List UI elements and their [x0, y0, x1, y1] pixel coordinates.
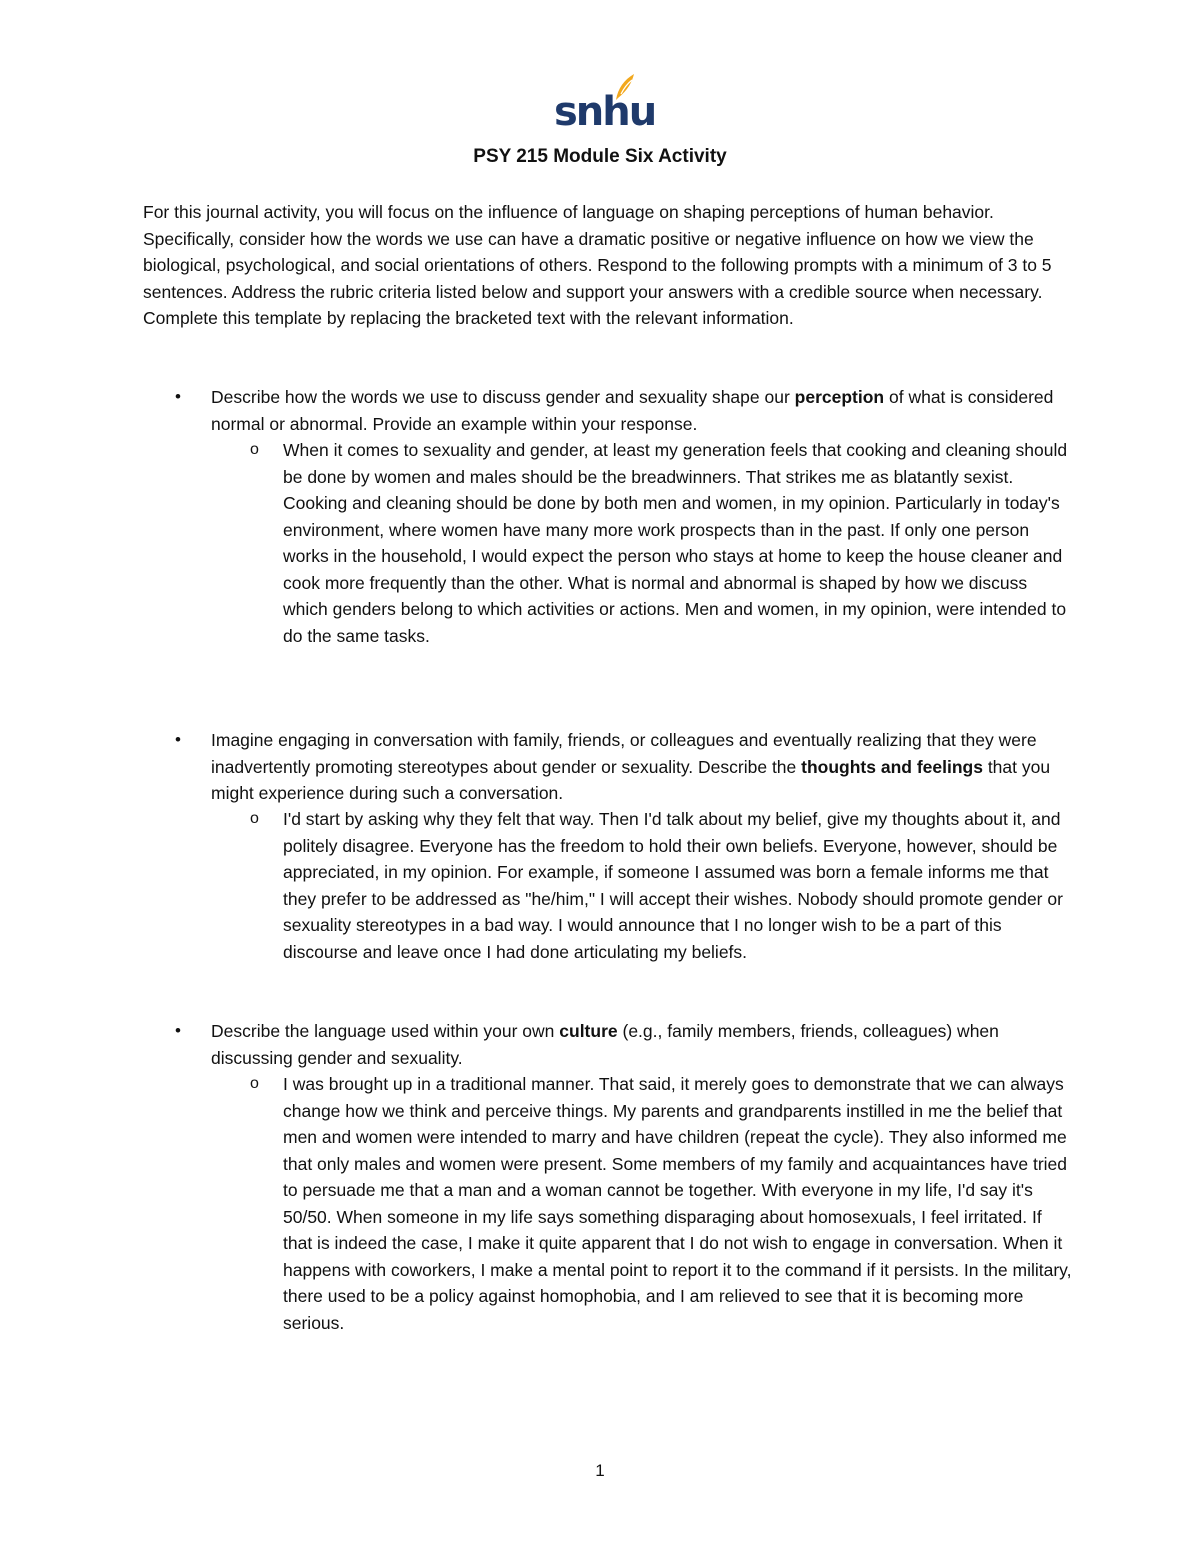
answer-1: When it comes to sexuality and gender, at least my generation feels that cooking and cleaning should be done by women and males should be the breadwinners. That strikes me as blatantly sexist. Cooking and cleaning should be done by both men and women, in my opinion. Particularly in today's environment, where women have many more work prospects than in the past. If only one person works in the household, I would expect the person who stays at home to keep the house cleaner and cook more frequently than the other. What is normal and abnormal is shaped by how we discuss which genders belong to which activities or actions. Men and women, in my opinion, were intended to do the same tasks.: [283, 440, 1068, 646]
answer-2: I'd start by asking why they felt that way. Then I'd talk about my belief, give my thoughts about it, and politely disagree. Everyone has the freedom to hold their own beliefs. Everyone, however, should be appreciated, in my opinion. For example, if someone I assumed was born a female informs me that they prefer to be addressed as "he/him," I will accept their wishes. Nobody should promote gender or sexuality stereotypes in a bad way. I would announce that I no longer wish to be a part of this discourse and leave once I had done articulating my beliefs.: [283, 809, 1063, 962]
sub-bullet-marker: o: [250, 1075, 259, 1092]
sub-bullet-marker: o: [250, 810, 259, 827]
bullet-marker: •: [175, 1021, 181, 1040]
prompt-emphasis: thoughts and feelings: [801, 756, 983, 777]
prompt-emphasis: culture: [559, 1021, 618, 1041]
bullet-marker: •: [175, 730, 181, 749]
page-number: 1: [595, 1461, 605, 1480]
prompt-text: Describe how the words we use to discuss gender and sexuality shape our: [211, 387, 795, 407]
prompt-text: Imagine engaging in conversation with family, friends, or colleagues and eventually realizing that they were inadvertently promoting stereotypes about gender or sexuality. Describe the: [211, 730, 1037, 777]
prompt-emphasis: perception: [794, 387, 885, 407]
intro-paragraph: For this journal activity, you will focus on the influence of language on shaping perceptions of human behavior. Specifically, consider how the words we use can have a dramatic positive or negative influence on how we view the biological, psychological, and social orientations of others. Respond to the following prompts with a minimum of 3 to 5 sentences. Address the rubric criteria listed below and support your answers with a credible source when necessary. Complete this template by replacing the bracketed text with the relevant information.: [143, 202, 1052, 328]
logo-wordmark: snhu: [554, 89, 656, 135]
prompt-2: [211, 727, 1081, 807]
sub-bullet-marker: o: [250, 441, 259, 458]
prompt-text: that you might experience during such a conversation.: [211, 756, 1051, 803]
prompt-text: of what is considered normal or abnormal. Provide an example within your response.: [211, 387, 1054, 434]
bullet-marker: •: [175, 387, 181, 406]
prompt-text: Describe the language used within your own: [211, 1021, 560, 1041]
prompt-text: (e.g., family members, friends, colleagues) when discussing gender and sexuality.: [211, 1021, 999, 1068]
prompt-3: [211, 1018, 1081, 1071]
prompt-1: [211, 384, 1081, 437]
document-title: PSY 215 Module Six Activity: [473, 146, 727, 167]
answer-3: I was brought up in a traditional manner. That said, it merely goes to demonstrate that we can always change how we think and perceive things. My parents and grandparents instilled in me the belief that men and women were intended to marry and have children (repeat the cycle). They also informed me that only males and women were present. Some members of my family and acquaintances have tried to persuade me that a man and a woman cannot be together. With everyone in my life, I'd say it's 50/50. When someone in my life says something disparaging about homosexuals, I feel irritated. If that is indeed the case, I make it quite apparent that I do not wish to engage in conversation. When it happens with coworkers, I make a mental point to report it to the command if it persists. In the military, there used to be a policy against homophobia, and I am relieved to see that it is becoming more serious.: [283, 1074, 1072, 1333]
snhu-logo: [554, 72, 656, 135]
